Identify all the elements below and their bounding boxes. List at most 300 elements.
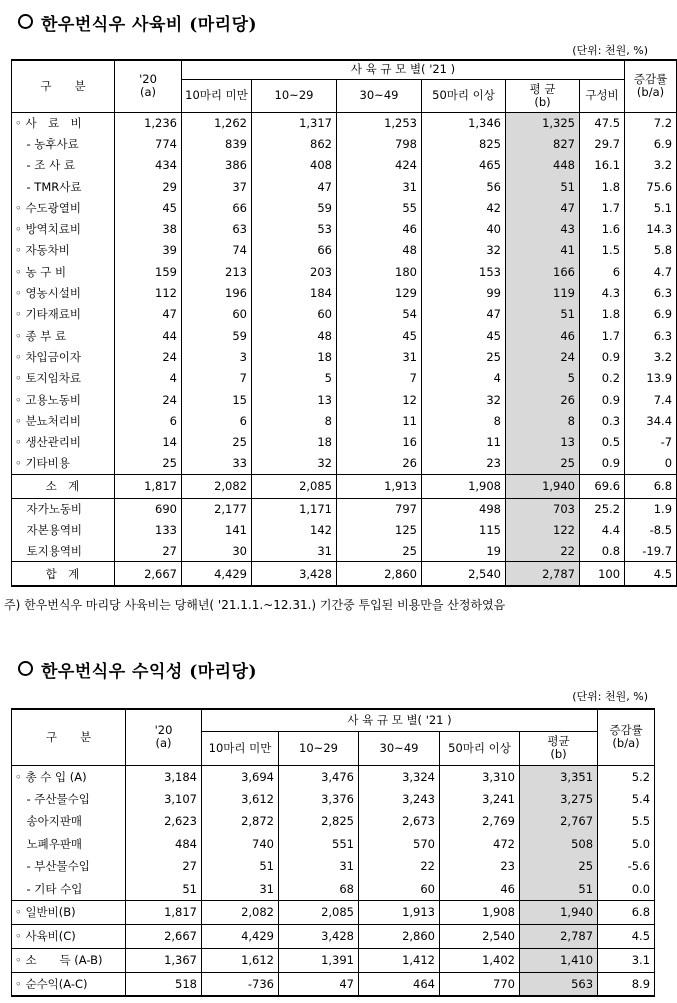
table-cell: 1,817 xyxy=(126,900,202,924)
table-cell: 46 xyxy=(337,218,422,239)
table-cell: 25 xyxy=(422,346,506,367)
row-label: 합 계 xyxy=(12,562,115,586)
header-30-49: 30~49 xyxy=(359,731,440,765)
table-cell: 1,412 xyxy=(359,948,440,972)
header-average-text: 평 균 xyxy=(529,81,556,96)
table-cell: 2,623 xyxy=(126,810,202,833)
row-label: ◦ 방역치료비 xyxy=(12,218,115,239)
table-cell: 43 xyxy=(506,218,580,239)
unit-label-cost: (단위: 천원, %) xyxy=(572,44,648,57)
table-cell: 570 xyxy=(359,833,440,856)
table-cell: 55 xyxy=(337,197,422,218)
circle-bullet-icon xyxy=(18,14,33,29)
table-cell: 2,860 xyxy=(359,924,440,948)
header-2020 xyxy=(126,709,202,765)
table-cell: 31 xyxy=(337,346,422,367)
table-row xyxy=(12,765,655,788)
header-2020-year: '20 xyxy=(139,72,157,87)
table-cell: 4.5 xyxy=(625,562,677,586)
table-cell: 8 xyxy=(252,410,337,431)
table-row xyxy=(12,855,655,878)
table-cell: 122 xyxy=(506,519,580,540)
table-cell: 1.5 xyxy=(580,240,625,261)
table-cell: 26 xyxy=(337,453,422,474)
table-cell: 825 xyxy=(422,133,506,154)
table-cell: 5 xyxy=(506,368,580,389)
table-cell: -7 xyxy=(625,431,677,452)
table-cell: 99 xyxy=(422,282,506,303)
table-cell: 19 xyxy=(422,541,506,562)
table-cell: 66 xyxy=(252,240,337,261)
table-cell: 153 xyxy=(422,261,506,282)
table-row xyxy=(12,972,655,996)
row-label: 소 계 xyxy=(12,474,115,498)
row-label: 송아지판매 xyxy=(12,810,126,833)
table-cell: 1.9 xyxy=(625,498,677,519)
table-cell: 3,310 xyxy=(440,765,520,788)
table-cell: 47 xyxy=(252,176,337,197)
table-cell: 24 xyxy=(115,389,182,410)
table-cell: 448 xyxy=(506,155,580,176)
table-cell: 770 xyxy=(440,972,520,996)
table-cell: 563 xyxy=(520,972,598,996)
header-share: 구성비 xyxy=(580,79,625,112)
table-row xyxy=(12,453,677,474)
table-cell: 2,787 xyxy=(520,924,598,948)
table-row xyxy=(12,112,677,133)
table-cell: 434 xyxy=(115,155,182,176)
table-cell: 0 xyxy=(625,453,677,474)
table-cell: 25 xyxy=(182,431,252,452)
table-cell: 2,872 xyxy=(202,810,279,833)
table-cell: 24 xyxy=(115,346,182,367)
table-cell: 1,262 xyxy=(182,112,252,133)
table-cell: 3,241 xyxy=(440,788,520,811)
table-cell: 3 xyxy=(182,346,252,367)
table-cell: 464 xyxy=(359,972,440,996)
table-cell: 53 xyxy=(252,218,337,239)
table-cell: 39 xyxy=(115,240,182,261)
table-cell: 100 xyxy=(580,562,625,586)
table-cell: 203 xyxy=(252,261,337,282)
table-cell: 2,673 xyxy=(359,810,440,833)
table-cell: 51 xyxy=(126,878,202,901)
table-row xyxy=(12,878,655,901)
table-cell: 5.2 xyxy=(598,765,655,788)
table-cell: 13 xyxy=(252,389,337,410)
table-cell: 129 xyxy=(337,282,422,303)
row-label: - 농후사료 xyxy=(12,133,115,154)
table-cell: 46 xyxy=(440,878,520,901)
table-cell: 8 xyxy=(506,410,580,431)
header-scale-group: 사 육 규 모 별( '21 ) xyxy=(202,709,598,731)
table-cell: 74 xyxy=(182,240,252,261)
table-cell: 3,694 xyxy=(202,765,279,788)
table-cell: 408 xyxy=(252,155,337,176)
table-cell: 27 xyxy=(115,541,182,562)
table-cell: 14 xyxy=(115,431,182,452)
table-cell: 551 xyxy=(279,833,359,856)
table-cell: 196 xyxy=(182,282,252,303)
table-cell: 29 xyxy=(115,176,182,197)
table-cell: 37 xyxy=(182,176,252,197)
table-row xyxy=(12,176,677,197)
table-cell: 1,817 xyxy=(115,474,182,498)
header-rate-text: 증감률 xyxy=(609,723,643,738)
table-cell: 8 xyxy=(422,410,506,431)
header-rate-ba: (b/a) xyxy=(636,85,665,100)
table-cell: 3,351 xyxy=(520,765,598,788)
table-cell: 1,908 xyxy=(440,900,520,924)
table-row xyxy=(12,346,677,367)
table-cell: 1,253 xyxy=(337,112,422,133)
table-cell: 1.8 xyxy=(580,304,625,325)
table-cell: 25 xyxy=(337,541,422,562)
table-cell: 0.3 xyxy=(580,410,625,431)
table-cell: 2,769 xyxy=(440,810,520,833)
table-cell: 25.2 xyxy=(580,498,625,519)
table-cell: 45 xyxy=(422,325,506,346)
table-row xyxy=(12,833,655,856)
table-cell: 25 xyxy=(115,453,182,474)
row-label: ◦ 고용노동비 xyxy=(12,389,115,410)
table-cell: 22 xyxy=(506,541,580,562)
header-rate xyxy=(625,60,677,112)
table-cell: 48 xyxy=(252,325,337,346)
table-cell: 1.8 xyxy=(580,176,625,197)
table-cell: 4.5 xyxy=(598,924,655,948)
table-cell: 1,940 xyxy=(506,474,580,498)
table-row xyxy=(12,325,677,346)
row-label: 자가노동비 xyxy=(12,498,115,519)
header-under-10: 10마리 미만 xyxy=(182,79,252,112)
header-under-10: 10마리 미만 xyxy=(202,731,279,765)
header-2020-a: (a) xyxy=(155,736,172,751)
table-cell: 60 xyxy=(252,304,337,325)
row-label: 토지용역비 xyxy=(12,541,115,562)
header-average xyxy=(520,731,598,765)
table-cell: 3.1 xyxy=(598,948,655,972)
table-cell: 465 xyxy=(422,155,506,176)
table-cell: 839 xyxy=(182,133,252,154)
section-title-profit xyxy=(18,657,257,682)
table-cell: 3,324 xyxy=(359,765,440,788)
table-cell: 75.6 xyxy=(625,176,677,197)
table-cell: 1,913 xyxy=(359,900,440,924)
table-cell: 159 xyxy=(115,261,182,282)
table-cell: 1,391 xyxy=(279,948,359,972)
table-cell: 4,429 xyxy=(182,562,252,586)
row-label: ◦ 수도광열비 xyxy=(12,197,115,218)
table-cell: -736 xyxy=(202,972,279,996)
table-cell: 32 xyxy=(422,240,506,261)
table-cell: 47 xyxy=(422,304,506,325)
table-cell: 4.7 xyxy=(625,261,677,282)
table-cell: 1,940 xyxy=(520,900,598,924)
table-cell: 23 xyxy=(440,855,520,878)
table-cell: 798 xyxy=(337,133,422,154)
table-cell: 2,085 xyxy=(279,900,359,924)
table-cell: 1,325 xyxy=(506,112,580,133)
table-cell: 7 xyxy=(182,368,252,389)
table-cell: 45 xyxy=(337,325,422,346)
table-cell: 1,908 xyxy=(422,474,506,498)
table-row xyxy=(12,368,677,389)
table-cell: 2,860 xyxy=(337,562,422,586)
table-cell: 2,085 xyxy=(252,474,337,498)
table-cell: 31 xyxy=(337,176,422,197)
table-row xyxy=(12,431,677,452)
row-label: 자본용역비 xyxy=(12,519,115,540)
table-row xyxy=(12,900,655,924)
table-cell: 0.9 xyxy=(580,346,625,367)
table-cell: 44 xyxy=(115,325,182,346)
table-cell: 51 xyxy=(202,855,279,878)
table-cell: 63 xyxy=(182,218,252,239)
table-cell: 6 xyxy=(580,261,625,282)
table-cell: 3,275 xyxy=(520,788,598,811)
table-cell: 16.1 xyxy=(580,155,625,176)
row-label: ◦ 소 득 (A-B) xyxy=(12,948,126,972)
table-row xyxy=(12,810,655,833)
table-cell: 184 xyxy=(252,282,337,303)
table-cell: 18 xyxy=(252,431,337,452)
table-cell: 774 xyxy=(115,133,182,154)
table-cell: 142 xyxy=(252,519,337,540)
table-cell: 3,428 xyxy=(279,924,359,948)
table-cell: 1,346 xyxy=(422,112,506,133)
table-cell: 12 xyxy=(337,389,422,410)
table-cell: 3,612 xyxy=(202,788,279,811)
table-cell: 31 xyxy=(252,541,337,562)
table-cell: 59 xyxy=(182,325,252,346)
table-cell: 11 xyxy=(422,431,506,452)
header-average xyxy=(506,79,580,112)
table-cell: 4 xyxy=(115,368,182,389)
table-cell: 1.7 xyxy=(580,197,625,218)
table-cell: 47 xyxy=(506,197,580,218)
table-cell: 48 xyxy=(337,240,422,261)
header-scale-group: 사 육 규 모 별( '21 ) xyxy=(182,60,625,79)
table-cell: 6.3 xyxy=(625,282,677,303)
row-label: 노폐우판매 xyxy=(12,833,126,856)
table-row xyxy=(12,240,677,261)
table-cell: 3,184 xyxy=(126,765,202,788)
table-cell: 1,171 xyxy=(252,498,337,519)
table-cell: 5.5 xyxy=(598,810,655,833)
table-cell: 2,082 xyxy=(202,900,279,924)
table-cell: 29.7 xyxy=(580,133,625,154)
row-label: ◦ 기타비용 xyxy=(12,453,115,474)
table-cell: 690 xyxy=(115,498,182,519)
table-cell: 3,243 xyxy=(359,788,440,811)
row-label: ◦ 영농시설비 xyxy=(12,282,115,303)
table-cell: 112 xyxy=(115,282,182,303)
table-row xyxy=(12,410,677,431)
row-label: ◦ 사 료 비 xyxy=(12,112,115,133)
header-50-plus: 50마리 이상 xyxy=(422,79,506,112)
row-label: ◦ 분뇨처리비 xyxy=(12,410,115,431)
table-cell: 6.9 xyxy=(625,133,677,154)
table-cell: 59 xyxy=(252,197,337,218)
row-label: ◦ 차입금이자 xyxy=(12,346,115,367)
table-cell: 2,767 xyxy=(520,810,598,833)
table-cell: 2,787 xyxy=(506,562,580,586)
table-row xyxy=(12,133,677,154)
table-cell: 18 xyxy=(252,346,337,367)
table-row xyxy=(12,474,677,498)
row-label: ◦ 기타재료비 xyxy=(12,304,115,325)
table-cell: 498 xyxy=(422,498,506,519)
table-cell: 115 xyxy=(422,519,506,540)
table-cell: 3,476 xyxy=(279,765,359,788)
table-row xyxy=(12,155,677,176)
table-cell: 1,402 xyxy=(440,948,520,972)
table-cell: 6.8 xyxy=(598,900,655,924)
table-cell: 14.3 xyxy=(625,218,677,239)
section-title-profit-text: 한우번식우 수익성 (마리당) xyxy=(41,662,258,682)
table-cell: 3.2 xyxy=(625,155,677,176)
table-cell: 47 xyxy=(279,972,359,996)
table-row xyxy=(12,218,677,239)
header-50-plus: 50마리 이상 xyxy=(440,731,520,765)
table-cell: 2,667 xyxy=(115,562,182,586)
header-rate-ba: (b/a) xyxy=(612,736,640,751)
table-cell: 125 xyxy=(337,519,422,540)
table-cell: 33 xyxy=(182,453,252,474)
table-row xyxy=(12,562,677,586)
header-rate-text: 증감률 xyxy=(633,72,668,87)
row-label: ◦ 순수익(A-C) xyxy=(12,972,126,996)
table-cell: 47.5 xyxy=(580,112,625,133)
table-cell: 0.0 xyxy=(598,878,655,901)
table-cell: 0.9 xyxy=(580,453,625,474)
row-label: ◦ 토지임차료 xyxy=(12,368,115,389)
header-average-b: (b) xyxy=(534,94,551,109)
table-cell: 23 xyxy=(422,453,506,474)
profit-table xyxy=(11,708,655,997)
table-cell: 54 xyxy=(337,304,422,325)
table-cell: 69.6 xyxy=(580,474,625,498)
table-cell: 6.3 xyxy=(625,325,677,346)
table-row xyxy=(12,948,655,972)
table-cell: 5 xyxy=(252,368,337,389)
table-cell: 30 xyxy=(182,541,252,562)
table-cell: 32 xyxy=(252,453,337,474)
table-cell: 3.2 xyxy=(625,346,677,367)
table-cell: 1.6 xyxy=(580,218,625,239)
table-cell: 7.2 xyxy=(625,112,677,133)
table-cell: 472 xyxy=(440,833,520,856)
row-label: ◦ 농 구 비 xyxy=(12,261,115,282)
row-label: - 부산물수입 xyxy=(12,855,126,878)
row-label: - 주산물수입 xyxy=(12,788,126,811)
table-cell: 141 xyxy=(182,519,252,540)
table-cell: 2,540 xyxy=(440,924,520,948)
table-cell: 213 xyxy=(182,261,252,282)
header-2020-a: (a) xyxy=(139,85,157,100)
table-row xyxy=(12,304,677,325)
table-cell: 34.4 xyxy=(625,410,677,431)
table-cell: 25 xyxy=(520,855,598,878)
table-cell: 6.9 xyxy=(625,304,677,325)
table-row xyxy=(12,541,677,562)
table-cell: 40 xyxy=(422,218,506,239)
table-cell: 41 xyxy=(506,240,580,261)
table-cell: -8.5 xyxy=(625,519,677,540)
header-rate xyxy=(598,709,655,765)
table-cell: 13.9 xyxy=(625,368,677,389)
table-row xyxy=(12,519,677,540)
table-row xyxy=(12,282,677,303)
table-cell: 6.8 xyxy=(625,474,677,498)
table-cell: 484 xyxy=(126,833,202,856)
row-label: - 조 사 료 xyxy=(12,155,115,176)
table-cell: 60 xyxy=(182,304,252,325)
table-cell: 5.8 xyxy=(625,240,677,261)
table-cell: 51 xyxy=(520,878,598,901)
table-cell: 797 xyxy=(337,498,422,519)
unit-label-profit: (단위: 천원, %) xyxy=(572,690,648,703)
header-30-49: 30~49 xyxy=(337,79,422,112)
table-cell: 6 xyxy=(115,410,182,431)
table-cell: 4.4 xyxy=(580,519,625,540)
table-cell: 56 xyxy=(422,176,506,197)
cost-table xyxy=(11,59,677,587)
table-cell: 3,107 xyxy=(126,788,202,811)
table-cell: 3,376 xyxy=(279,788,359,811)
table-row xyxy=(12,498,677,519)
table-cell: 45 xyxy=(115,197,182,218)
table-cell: 51 xyxy=(506,176,580,197)
table-cell: 13 xyxy=(506,431,580,452)
table-cell: 6 xyxy=(182,410,252,431)
table-cell: 1,236 xyxy=(115,112,182,133)
row-label: ◦ 생산관리비 xyxy=(12,431,115,452)
table-cell: 0.9 xyxy=(580,389,625,410)
table-cell: 26 xyxy=(506,389,580,410)
table-cell: 2,177 xyxy=(182,498,252,519)
header-2020 xyxy=(115,60,182,112)
table-cell: 508 xyxy=(520,833,598,856)
table-cell: 60 xyxy=(359,878,440,901)
table-cell: 27 xyxy=(126,855,202,878)
table-row xyxy=(12,197,677,218)
circle-bullet-icon xyxy=(18,661,33,676)
table-cell: 703 xyxy=(506,498,580,519)
row-label: ◦ 일반비(B) xyxy=(12,900,126,924)
table-cell: 31 xyxy=(279,855,359,878)
table-cell: -19.7 xyxy=(625,541,677,562)
section-title-cost xyxy=(18,10,257,35)
table-cell: 5.0 xyxy=(598,833,655,856)
table-cell: 0.5 xyxy=(580,431,625,452)
table-cell: 1,913 xyxy=(337,474,422,498)
header-average-b: (b) xyxy=(550,747,567,761)
table-cell: 5.4 xyxy=(598,788,655,811)
table-cell: 1.7 xyxy=(580,325,625,346)
table-cell: 8.9 xyxy=(598,972,655,996)
row-label: ◦ 종 부 료 xyxy=(12,325,115,346)
row-label: ◦ 총 수 입 (A) xyxy=(12,765,126,788)
table-row xyxy=(12,389,677,410)
table-cell: 1,410 xyxy=(520,948,598,972)
table-cell: 827 xyxy=(506,133,580,154)
table-cell: 2,825 xyxy=(279,810,359,833)
table-row xyxy=(12,261,677,282)
header-10-29: 10~29 xyxy=(279,731,359,765)
table-cell: 4,429 xyxy=(202,924,279,948)
